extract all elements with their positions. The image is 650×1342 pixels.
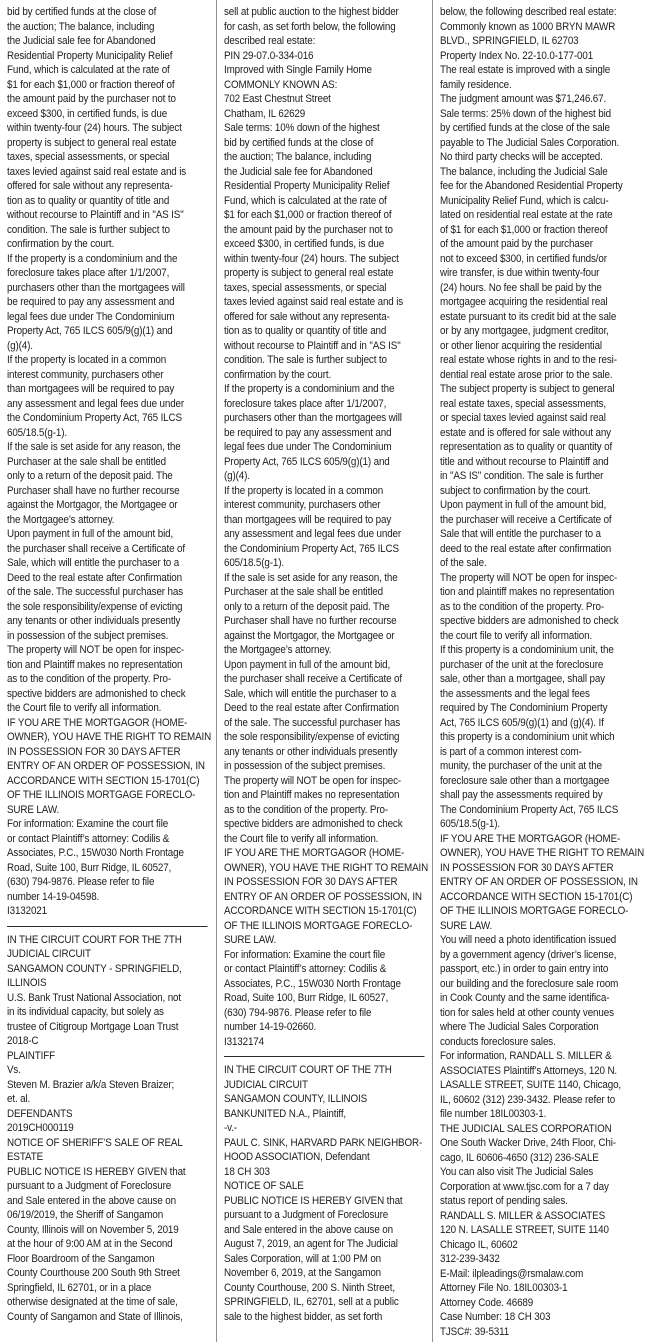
text-line: OWNER), YOU HAVE THE RIGHT TO REMAIN (440, 847, 645, 859)
text-line: subject to confirmation by the court. (440, 484, 591, 497)
text-line: foreclosure takes place after 1/1/2007, (224, 397, 387, 410)
column-2-text (224, 5, 428, 1324)
text-line: deed to the real estate after confirmation (440, 542, 612, 555)
text-line: any assessment and legal fees due under (7, 397, 185, 410)
text-line: 702 East Chestnut Street (224, 93, 331, 105)
text-line: ENTRY OF AN ORDER OF POSSESSION, IN (7, 760, 205, 772)
text-line: If the property is a condominium and the (224, 383, 395, 395)
text-line: BLVD., SPRINGFIELD, IL 62703 (440, 35, 579, 47)
text-line: One South Wacker Drive, 24th Floor, Chi- (440, 1137, 616, 1149)
text-line: against the Mortgagor, the Mortgagee or (7, 499, 178, 511)
text-line: in its individual capacity, but solely as (7, 1006, 164, 1018)
text-line: 06/19/2019, the Sheriff of Sangamon (7, 1209, 164, 1221)
text-line: IN POSSESSION FOR 30 DAYS AFTER (440, 861, 614, 874)
text-line: Commonly known as 1000 BRYN MAWR (440, 20, 616, 33)
text-line: Road, Suite 100, Burr Ridge, IL 60527, (224, 992, 389, 1004)
text-line: taxes levied against said real estate and is (224, 296, 404, 308)
text-line: The Condominium Property Act, 765 ILCS (440, 803, 619, 816)
text-line: County Courthouse 200 South 9th Street (7, 1267, 180, 1279)
text-line: OWNER), YOU HAVE THE RIGHT TO REMAIN (224, 861, 429, 874)
text-line: file number 18IL00303-1. (440, 1108, 547, 1120)
text-line: purchasers other than the mortgagees will (7, 281, 185, 294)
text-line: in Cook County and the same identifica- (440, 992, 610, 1004)
text-line: below, the following described real estate: (440, 6, 617, 18)
text-line: LASALLE STREET, SUITE 1140, Chicago, (440, 1079, 622, 1091)
text-line: Road, Suite 100, Burr Ridge, IL 60527, (7, 861, 172, 874)
text-line: of the sale. (440, 557, 487, 569)
text-line: legal fees due under The Condominium (224, 441, 392, 453)
text-line: trustee of Citigroup Mortgage Loan Trust (7, 1020, 179, 1033)
text-line: our building and the foreclosure sale room (440, 977, 619, 990)
text-line: or other lienor acquiring the residential (440, 339, 602, 352)
text-line: The property will NOT be open for inspec- (440, 571, 618, 584)
text-line: cago, IL 60606-4650 (312) 236-SALE (440, 1151, 599, 1164)
text-line: RANDALL S. MILLER & ASSOCIATES (440, 1209, 606, 1222)
text-line: 605/18.5(g-1). (224, 557, 284, 569)
text-line: of the amount paid by the purchaser (440, 238, 593, 250)
text-line: 605/18.5(g-1). (440, 818, 500, 830)
column-1-text (7, 5, 211, 1324)
text-line: County, Illinois will on November 5, 2019 (7, 1223, 179, 1236)
text-line: COMMONLY KNOWN AS: (224, 78, 338, 91)
text-line: BANKUNITED N.A., Plaintiff, (224, 1107, 347, 1120)
text-line: Sale, which will entitle the purchaser to a (224, 687, 397, 700)
text-line: Floor Boardroom of the Sangamon (7, 1252, 155, 1265)
text-line: OWNER), YOU HAVE THE RIGHT TO REMAIN (7, 731, 212, 743)
text-line: Deed to the real estate after Confirmation (224, 702, 399, 714)
text-line: The real estate is improved with a single (440, 64, 611, 76)
text-line: interest community, purchasers other (224, 499, 381, 511)
text-line: the Court file to verify all information. (224, 832, 379, 845)
text-line: I3132021 (7, 905, 47, 917)
text-line: of the sale. The successful purchaser has (224, 716, 401, 729)
text-line: (g)(4). (224, 470, 250, 482)
text-line: taxes, special assessments, or special (224, 281, 387, 294)
text-line: 2019CH000119 (7, 1122, 74, 1134)
text-line: SURE LAW. (224, 934, 277, 946)
text-line: only to a return of the deposit paid. The (7, 470, 173, 482)
text-line: estate and is offered for sale without any (440, 426, 611, 439)
text-line: against the Mortgagor, the Mortgagee or (224, 629, 395, 642)
text-line: Purchaser shall have no further recourse (7, 484, 180, 497)
text-line: $1 for each $1,000 or fraction thereof of (224, 209, 392, 221)
text-line: without recourse to Plaintiff and in "AS IS" (224, 339, 401, 352)
text-line: IL, 60602 (312) 239-3432. Please refer to (440, 1093, 616, 1106)
text-line: confirmation by the court. (224, 368, 332, 381)
text-line: be required to pay any assessment and (224, 426, 392, 439)
text-line: tion and Plaintiff makes no representation (224, 789, 400, 801)
text-line: offered for sale without any representa- (224, 310, 390, 323)
text-line: August 7, 2019, an agent for The Judicial (224, 1238, 398, 1250)
text-line: If the property is located in a common (224, 484, 384, 497)
text-line: the auction; The balance, including (224, 151, 372, 163)
text-line: munity, the purchaser of the unit at the (440, 760, 602, 772)
text-line: Vs. (7, 1064, 21, 1076)
text-line: property is subject to general real estate (224, 267, 394, 279)
text-line: Chatham, IL 62629 (224, 107, 306, 120)
text-line: the court file to verify all information. (440, 629, 593, 642)
text-line: of the sale. The successful purchaser has (7, 586, 184, 598)
text-line: OF THE ILLINOIS MORTGAGE FORECLO- (440, 905, 629, 917)
text-line: not to exceed $300, in certified funds/or (440, 252, 607, 265)
text-line: Act, 765 ILCS 605/9(g)(1) and (g)(4). If (440, 716, 604, 729)
text-line: the Mortgagee’s attorney. (7, 513, 115, 526)
text-line: sell at public auction to the highest bidder (224, 6, 399, 18)
text-line: NOTICE OF SHERIFF’S SALE OF REAL (7, 1136, 183, 1149)
text-line: OF THE ILLINOIS MORTGAGE FORECLO- (7, 789, 196, 801)
text-line: You will need a photo identification issued (440, 934, 617, 946)
text-line: JUDICIAL CIRCUIT (224, 1078, 308, 1091)
notice-separator-rule (224, 1056, 424, 1057)
text-line: Sale, which will entitle the purchaser to a (7, 557, 180, 569)
text-line: JUDICIAL CIRCUIT (7, 948, 91, 960)
text-line: SPRINGFIELD, IL, 62701, sell at a public (224, 1296, 399, 1308)
text-line: the purchaser will receive a Certificate of (440, 513, 612, 526)
text-line: Residential Property Municipality Relief (7, 49, 173, 62)
text-line: than mortgagees will be required to pay (7, 383, 175, 395)
text-line: the amount paid by the purchaser not to (224, 223, 393, 236)
text-line: Associates, P.C., 15W030 North Frontage (7, 847, 184, 859)
text-line: OF THE ILLINOIS MORTGAGE FORECLO- (224, 919, 413, 932)
text-line: SANGAMON COUNTY - SPRINGFIELD, (7, 962, 182, 975)
text-line: representation as to quality or quantity of (440, 441, 613, 453)
text-line: tion for sales held at other county venues (440, 1006, 614, 1019)
text-line: offered for sale without any representa- (7, 180, 173, 192)
text-line: County of Sangamon and State of Illinois, (7, 1310, 183, 1323)
text-line: E-Mail: ilpleadings@rsmalaw.com (440, 1267, 584, 1280)
text-line: as to the condition of the property. Pro- (440, 600, 604, 613)
text-line: tion as to quality or quantity of title and (224, 325, 387, 337)
text-line: SANGAMON COUNTY, ILLINOIS (224, 1093, 368, 1105)
column-3-text (440, 5, 644, 1339)
text-line: 605/18.5(g-1). (7, 426, 67, 439)
text-line: November 6, 2019, at the Sangamon (224, 1267, 382, 1279)
text-line: by certified funds at the close of the sale (440, 122, 610, 134)
text-line: Upon payment in full of the amount bid, (224, 658, 391, 671)
text-line: number 14-19-02660. (224, 1021, 317, 1033)
text-line: The property will NOT be open for inspec- (224, 774, 402, 787)
text-line: PLAINTIFF (7, 1049, 56, 1062)
text-line: where The Judicial Sales Corporation (440, 1021, 599, 1033)
text-line: in "AS IS" condition. The sale is further (440, 470, 604, 482)
text-line: tion and plaintiff makes no representation (440, 586, 615, 598)
text-line: estate pursuant to its credit bid at the sale (440, 310, 617, 323)
text-line: the amount paid by the purchaser not to (7, 93, 176, 105)
text-line: exceed $300, in certified funds, is due (224, 238, 385, 250)
text-line: If the property is located in a common (7, 354, 167, 366)
text-line: lated on residential real estate at the rate (440, 209, 613, 221)
text-line: sale, other than a mortgagee, shall pay (440, 673, 605, 685)
text-line: IN THE CIRCUIT COURT FOR THE 7TH (7, 933, 182, 946)
text-line: conducts foreclosure sales. (440, 1035, 556, 1048)
text-line: spective bidders are admonished to check (7, 687, 186, 700)
text-line: ENTRY OF AN ORDER OF POSSESSION, IN (224, 890, 422, 903)
text-line: Residential Property Municipality Relief (224, 180, 390, 192)
text-line: this property is a condominium unit which (440, 731, 615, 743)
text-line: Upon payment in full of the amount bid, (7, 528, 174, 540)
text-line: within twenty-four (24) hours. The subject (224, 252, 399, 265)
text-line: mortgagee acquiring the residential real (440, 296, 608, 308)
text-line: or by any mortgagee, judgment creditor, (440, 325, 609, 337)
text-line: the sole responsibility/expense of evicting (7, 600, 183, 613)
text-line: spective bidders are admonished to check (224, 818, 403, 830)
text-line: Sale terms: 25% down of the highest bid (440, 107, 611, 120)
text-line: The property will NOT be open for inspec- (7, 644, 185, 656)
text-line: Case Number: 18 CH 303 (440, 1311, 551, 1323)
text-line: (630) 794-9876. Please refer to file (7, 876, 155, 888)
text-line: the auction; The balance, including (7, 20, 155, 33)
text-line: et. al. (7, 1093, 31, 1105)
text-line: exceed $300, in certified funds, is due (7, 107, 168, 120)
text-line: IN THE CIRCUIT COURT OF THE 7TH (224, 1064, 392, 1076)
text-line: family residence. (440, 78, 512, 91)
text-line: Improved with Single Family Home (224, 64, 372, 76)
text-line: PAUL C. SINK, HARVARD PARK NEIGHBOR- (224, 1136, 423, 1149)
text-line: condition. The sale is further subject to (224, 354, 387, 366)
text-line: condition. The sale is further subject to (7, 223, 170, 236)
text-line: as to the condition of the property. Pro- (224, 803, 388, 816)
text-line: Attorney File No. 18IL00303-1 (440, 1282, 568, 1294)
text-line: the Mortgagee’s attorney. (224, 644, 332, 656)
text-line: within twenty-four (24) hours. The subject (7, 122, 182, 134)
text-line: sale to the highest bidder, as set forth (224, 1310, 383, 1323)
text-line: Purchaser at the sale shall be entitled (7, 455, 166, 468)
text-line: interest community, purchasers other (7, 368, 164, 381)
text-line: pursuant to a Judgment of Foreclosure (7, 1180, 172, 1192)
text-line: passport, etc.) in order to gain entry into (440, 963, 609, 975)
text-line: status report of pending sales. (440, 1195, 568, 1207)
text-line: (630) 794-9876. Please refer to file (224, 1006, 372, 1019)
text-line: SURE LAW. (7, 803, 60, 816)
text-line: Attorney Code. 46689 (440, 1296, 534, 1309)
text-line: fee for the Abandoned Residential Property (440, 180, 623, 192)
text-line: Springfield, IL 62701, or in a place (7, 1281, 152, 1294)
text-line: U.S. Bank Trust National Association, not (7, 991, 181, 1004)
text-line: foreclosure sale other than a mortgagee (440, 774, 610, 787)
text-line: and Sale entered in the above cause on (224, 1223, 393, 1236)
text-line: required by The Condominium Property (440, 702, 608, 714)
text-line: be required to pay any assessment and (7, 296, 175, 308)
text-line: The judgment amount was $71,246.67. (440, 93, 607, 105)
text-line: taxes, special assessments, or special (7, 151, 170, 163)
text-line: in possession of the subject premises. (224, 760, 386, 772)
text-line: without recourse to Plaintiff and in "AS IS" (7, 209, 184, 221)
text-line: IF YOU ARE THE MORTGAGOR (HOME- (224, 847, 405, 859)
text-line: IN POSSESSION FOR 30 DAYS AFTER (224, 876, 398, 888)
text-line: For information, RANDALL S. MILLER & (440, 1050, 612, 1062)
text-line: any assessment and legal fees due under (224, 528, 402, 540)
text-line: shall pay the assessments required by (440, 789, 603, 801)
text-line: real estate taxes, special assessments, (440, 397, 607, 410)
text-line: spective bidders are admonished to check (440, 615, 619, 627)
text-line: ILLINOIS (7, 977, 47, 989)
text-line: You can also visit The Judicial Sales (440, 1166, 594, 1178)
text-line: If this property is a condominium unit, the (440, 644, 614, 656)
text-line: otherwise designated at the time of sale, (7, 1296, 178, 1308)
text-line: If the sale is set aside for any reason, the (224, 571, 398, 584)
text-line: for cash, as set forth below, the following (224, 20, 396, 33)
text-line: Sale terms: 10% down of the highest (224, 122, 380, 134)
text-line: Sale that will entitle the purchaser to a (440, 528, 601, 540)
text-line: described real estate: (224, 35, 316, 47)
text-line: taxes levied against said real estate and is (7, 165, 187, 178)
text-line: IN POSSESSION FOR 30 DAYS AFTER (7, 745, 181, 758)
text-line: Corporation at www.tjsc.com for a 7 day (440, 1180, 609, 1193)
text-line: ACCORDANCE WITH SECTION 15-1701(C) (7, 774, 200, 787)
text-line: or special taxes levied against said real (440, 412, 606, 424)
text-line: in possession of the subject premises. (7, 629, 169, 642)
text-line: ENTRY OF AN ORDER OF POSSESSION, IN (440, 876, 638, 888)
text-line: NOTICE OF SALE (224, 1180, 304, 1192)
text-line: TJSC#: 39-5311 (440, 1325, 510, 1338)
text-line: only to a return of the deposit paid. The (224, 600, 390, 613)
text-line: bid by certified funds at the close of (224, 136, 374, 149)
text-line: title and without recourse to Plaintiff and (440, 455, 609, 468)
text-line: purchaser of the unit at the foreclosure (440, 658, 604, 671)
text-line: ASSOCIATES Plaintiff’s Attorneys, 120 N. (440, 1064, 618, 1077)
text-line: PUBLIC NOTICE IS HEREBY GIVEN that (224, 1194, 403, 1207)
text-line: 2018-C (7, 1035, 39, 1047)
text-line: ESTATE (7, 1151, 44, 1163)
text-line: DEFENDANTS (7, 1107, 73, 1120)
text-line: any tenants or other individuals presently (7, 615, 181, 627)
text-line: PIN 29-07.0-334-016 (224, 49, 314, 62)
text-line: I3132174 (224, 1035, 264, 1048)
text-line: the Condominium Property Act, 765 ILCS (7, 412, 182, 424)
text-line: of $1 for each $1,000 or fraction thereof (440, 223, 608, 236)
text-line: Sales Corporation, will at 1:00 PM on (224, 1252, 382, 1265)
text-line: the sole responsibility/expense of evicting (224, 731, 400, 743)
text-line: the Court file to verify all information. (7, 702, 162, 714)
text-line: For information: Examine the court file (7, 818, 169, 830)
text-line: the Judicial sale fee for Abandoned (7, 35, 156, 47)
text-line: PUBLIC NOTICE IS HEREBY GIVEN that (7, 1165, 186, 1178)
text-line: the Condominium Property Act, 765 ILCS (224, 542, 399, 555)
text-line: Upon payment in full of the amount bid, (440, 499, 607, 511)
text-line: IF YOU ARE THE MORTGAGOR (HOME- (440, 832, 621, 845)
text-line: Deed to the real estate after Confirmation (7, 571, 182, 584)
text-line: confirmation by the court. (7, 238, 115, 250)
text-line: HOOD ASSOCIATION, Defendant (224, 1151, 370, 1163)
text-line: ACCORDANCE WITH SECTION 15-1701(C) (440, 890, 633, 903)
text-line: dential real estate arose prior to the sale. (440, 368, 613, 381)
text-line: Fund, which is calculated at the rate of (224, 194, 387, 207)
text-line: tion and Plaintiff makes no representation (7, 658, 183, 671)
text-line: For information: Examine the court file (224, 948, 386, 961)
text-line: at the hour of 9:00 AM at in the Second (7, 1238, 173, 1250)
text-line: the purchaser shall receive a Certificate of (224, 673, 402, 685)
text-line: Purchaser shall have no further recourse (224, 615, 397, 627)
text-line: If the property is a condominium and the (7, 252, 178, 265)
text-line: and Sale entered in the above cause on (7, 1194, 176, 1207)
text-line: tion as to quality or quantity of title and (7, 194, 170, 207)
text-line: Fund, which is calculated at the rate of (7, 64, 170, 76)
text-line: IF YOU ARE THE MORTGAGOR (HOME- (7, 716, 188, 729)
text-line: Purchaser at the sale shall be entitled (224, 586, 383, 598)
notices-column-3 (432, 0, 648, 1342)
text-line: ACCORDANCE WITH SECTION 15-1701(C) (224, 905, 417, 917)
text-line: Associates, P.C., 15W030 North Frontage (224, 977, 401, 990)
text-line: The balance, including the Judicial Sale (440, 165, 608, 178)
text-line: 312-239-3432 (440, 1253, 500, 1265)
text-line: pursuant to a Judgment of Foreclosure (224, 1209, 389, 1221)
text-line: Property Act, 765 ILCS 605/9(g)(1) and (7, 325, 173, 337)
text-line: purchasers other than the mortgagees will (224, 412, 402, 424)
text-line: -v.- (224, 1122, 237, 1134)
text-line: than mortgagees will be required to pay (224, 513, 392, 526)
text-line: real estate whose rights in and to the resi- (440, 354, 617, 366)
text-line: the Judicial sale fee for Abandoned (224, 165, 373, 178)
text-line: No third party checks will be accepted. (440, 151, 603, 163)
text-line: as to the condition of the property. Pro- (7, 673, 171, 685)
text-line: SURE LAW. (440, 919, 493, 932)
text-line: bid by certified funds at the close of (7, 6, 157, 18)
text-line: the purchaser shall receive a Certificate of (7, 542, 185, 555)
text-line: 18 CH 303 (224, 1165, 270, 1178)
text-line: number 14-19-04598. (7, 890, 100, 903)
text-line: payable to The Judicial Sales Corporation. (440, 136, 620, 149)
text-line: $1 for each $1,000 or fraction thereof of (7, 78, 175, 91)
text-line: (24) hours. No fee shall be paid by the (440, 281, 602, 294)
text-line: THE JUDICIAL SALES CORPORATION (440, 1122, 612, 1135)
text-line: property is subject to general real estate (7, 136, 177, 149)
text-line: (g)(4). (7, 339, 33, 352)
text-line: County Courthouse, 200 S. Ninth Street, (224, 1281, 395, 1294)
text-line: wire transfer, is due within twenty-four (440, 267, 600, 279)
text-line: legal fees due under The Condominium (7, 310, 175, 323)
text-line: by a government agency (driver’s license, (440, 948, 617, 961)
text-line: Municipality Relief Fund, which is calcu- (440, 194, 609, 207)
text-line: If the sale is set aside for any reason, the (7, 441, 181, 453)
text-line: foreclosure takes place after 1/1/2007, (7, 267, 170, 279)
text-line: any tenants or other individuals presently (224, 745, 398, 758)
text-line: or contact Plaintiff’s attorney: Codilis & (224, 963, 387, 975)
text-line: the assessments and the legal fees (440, 687, 590, 700)
text-line: The subject property is subject to general (440, 383, 615, 395)
text-line: or contact Plaintiff’s attorney: Codilis & (7, 832, 170, 845)
text-line: Chicago IL, 60602 (440, 1238, 518, 1251)
text-line: Property Index No. 22-10.0-177-001 (440, 49, 594, 62)
text-line: 120 N. LASALLE STREET, SUITE 1140 (440, 1224, 609, 1236)
text-line: is part of a common interest com- (440, 745, 582, 758)
notices-column-1 (0, 0, 216, 1342)
notices-column-2 (216, 0, 432, 1342)
notice-separator-rule (7, 926, 207, 927)
text-line: Steven M. Brazier a/k/a Steven Braizer; (7, 1078, 175, 1091)
text-line: Property Act, 765 ILCS 605/9(g)(1) and (224, 455, 390, 468)
